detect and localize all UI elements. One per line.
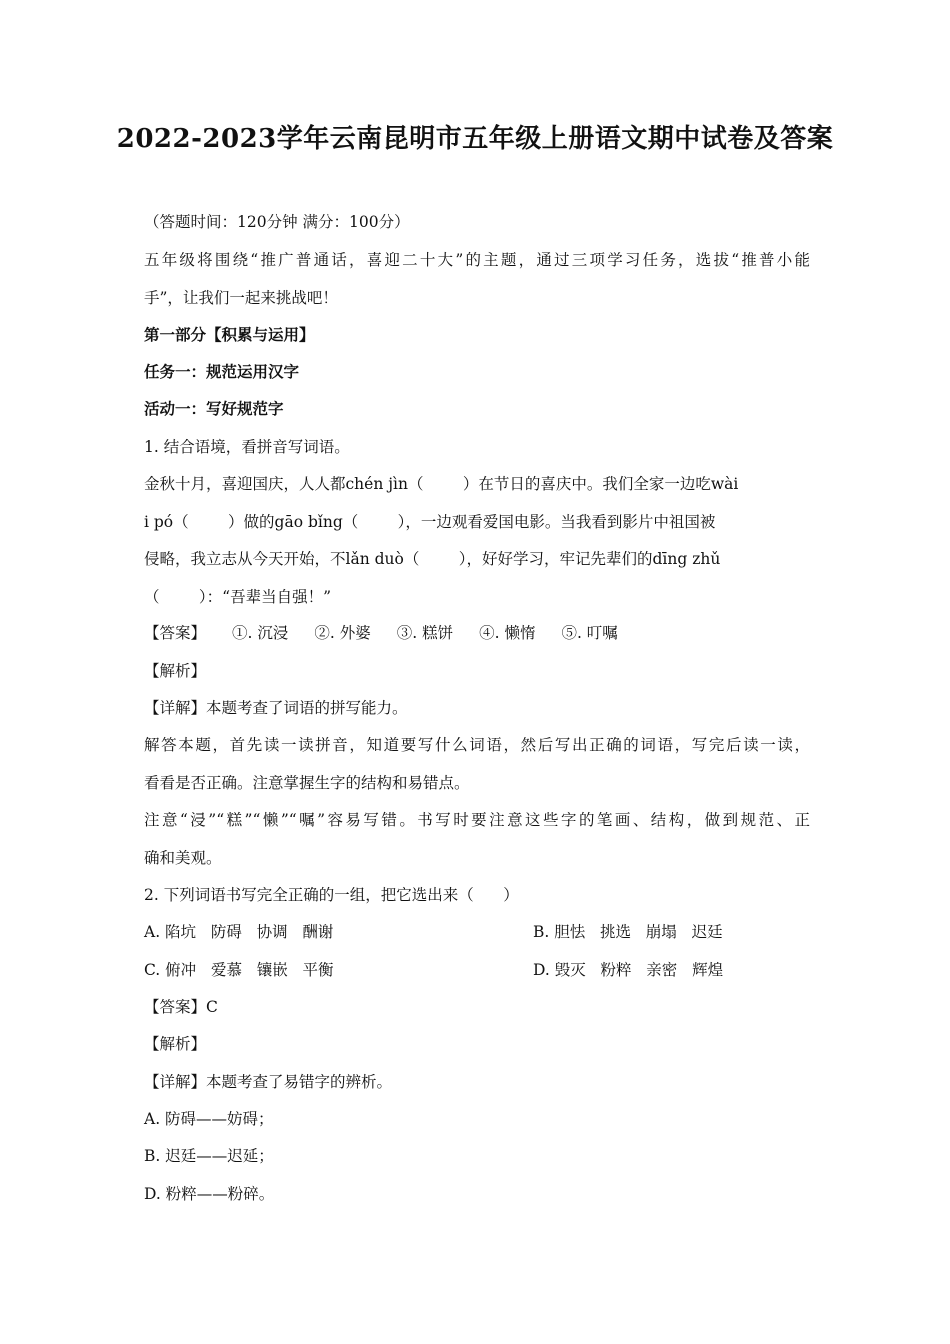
exam-meta: （答题时间：120分钟 满分：100分） — [144, 213, 410, 231]
question-2-analysis-label: 【解析】 — [144, 1035, 207, 1053]
question-2-stem: 2. 下列词语书写完全正确的一组，把它选出来（ ） — [144, 886, 519, 904]
question-1-passage-line-2: i pó（ ）做的gāo bǐng（ ），一边观看爱国电影。当我看到影片中祖国被 — [144, 513, 716, 531]
question-2-correction-d: D. 粉粹——粉碎。 — [144, 1185, 275, 1203]
answer-item: ⑤. 叮嘱 — [561, 624, 618, 642]
question-1-explanation-line-4: 确和美观。 — [144, 849, 222, 867]
answer-item: ②. 外婆 — [314, 624, 371, 642]
question-2-option-d: D. 毁灭 粉粹 亲密 辉煌 — [533, 961, 724, 979]
question-2-correction-b: B. 迟廷——迟延； — [144, 1147, 274, 1165]
question-1-answer — [144, 623, 810, 643]
answer-item: ③. 糕饼 — [396, 624, 454, 642]
answer-item: ①. 沉浸 — [232, 624, 289, 642]
question-2-detail: 【详解】本题考查了易错字的辨析。 — [144, 1073, 393, 1091]
answer-label: 【答案】 — [144, 624, 207, 642]
question-1-stem: 1. 结合语境，看拼音写词语。 — [144, 438, 350, 456]
intro-line-2: 手”，让我们一起来挑战吧！ — [144, 289, 338, 307]
intro-line-1: 五年级将围绕“推广普通话，喜迎二十大”的主题，通过三项学习任务，选拔“推普小能 — [144, 251, 810, 269]
question-2-correction-a: A. 防碍——妨碍； — [144, 1110, 274, 1128]
task-heading: 任务一：规范运用汉字 — [144, 363, 300, 381]
question-1-passage-line-3: 侵略，我立志从今天开始，不lǎn duò（ ），好好学习，牢记先辈们的dīng zhǔ — [144, 550, 721, 568]
question-1-explanation-line-1: 解答本题，首先读一读拼音，知道要写什么词语，然后写出正确的词语，写完后读一读， — [144, 736, 810, 754]
question-2-answer: 【答案】C — [144, 998, 218, 1016]
question-1-passage-line-4: （ ）：“吾辈当自强！” — [144, 588, 332, 606]
question-1-detail: 【详解】本题考查了词语的拼写能力。 — [144, 699, 408, 717]
question-2-option-c: C. 俯冲 爱慕 镶嵌 平衡 — [144, 961, 334, 979]
question-1-analysis-label: 【解析】 — [144, 662, 207, 680]
question-2-option-b: B. 胆怯 挑选 崩塌 迟廷 — [533, 923, 723, 941]
question-1-passage-line-1: 金秋十月，喜迎国庆，人人都chén jìn（ ）在节日的喜庆中。我们全家一边吃wài — [144, 475, 739, 493]
question-1-explanation-line-2: 看看是否正确。注意掌握生字的结构和易错点。 — [144, 774, 470, 792]
question-1-explanation-line-3: 注意“浸”“糕”“懒”“嘱”容易写错。书写时要注意这些字的笔画、结构，做到规范、正 — [144, 811, 810, 829]
part-heading: 第一部分【积累与运用】 — [144, 326, 315, 344]
page-title: 2022-2023学年云南昆明市五年级上册语文期中试卷及答案 — [116, 124, 834, 154]
answer-item: ④. 懒惰 — [479, 624, 536, 642]
activity-heading: 活动一：写好规范字 — [144, 400, 284, 418]
question-2-option-a: A. 陷坑 防碍 协调 酬谢 — [144, 923, 334, 941]
